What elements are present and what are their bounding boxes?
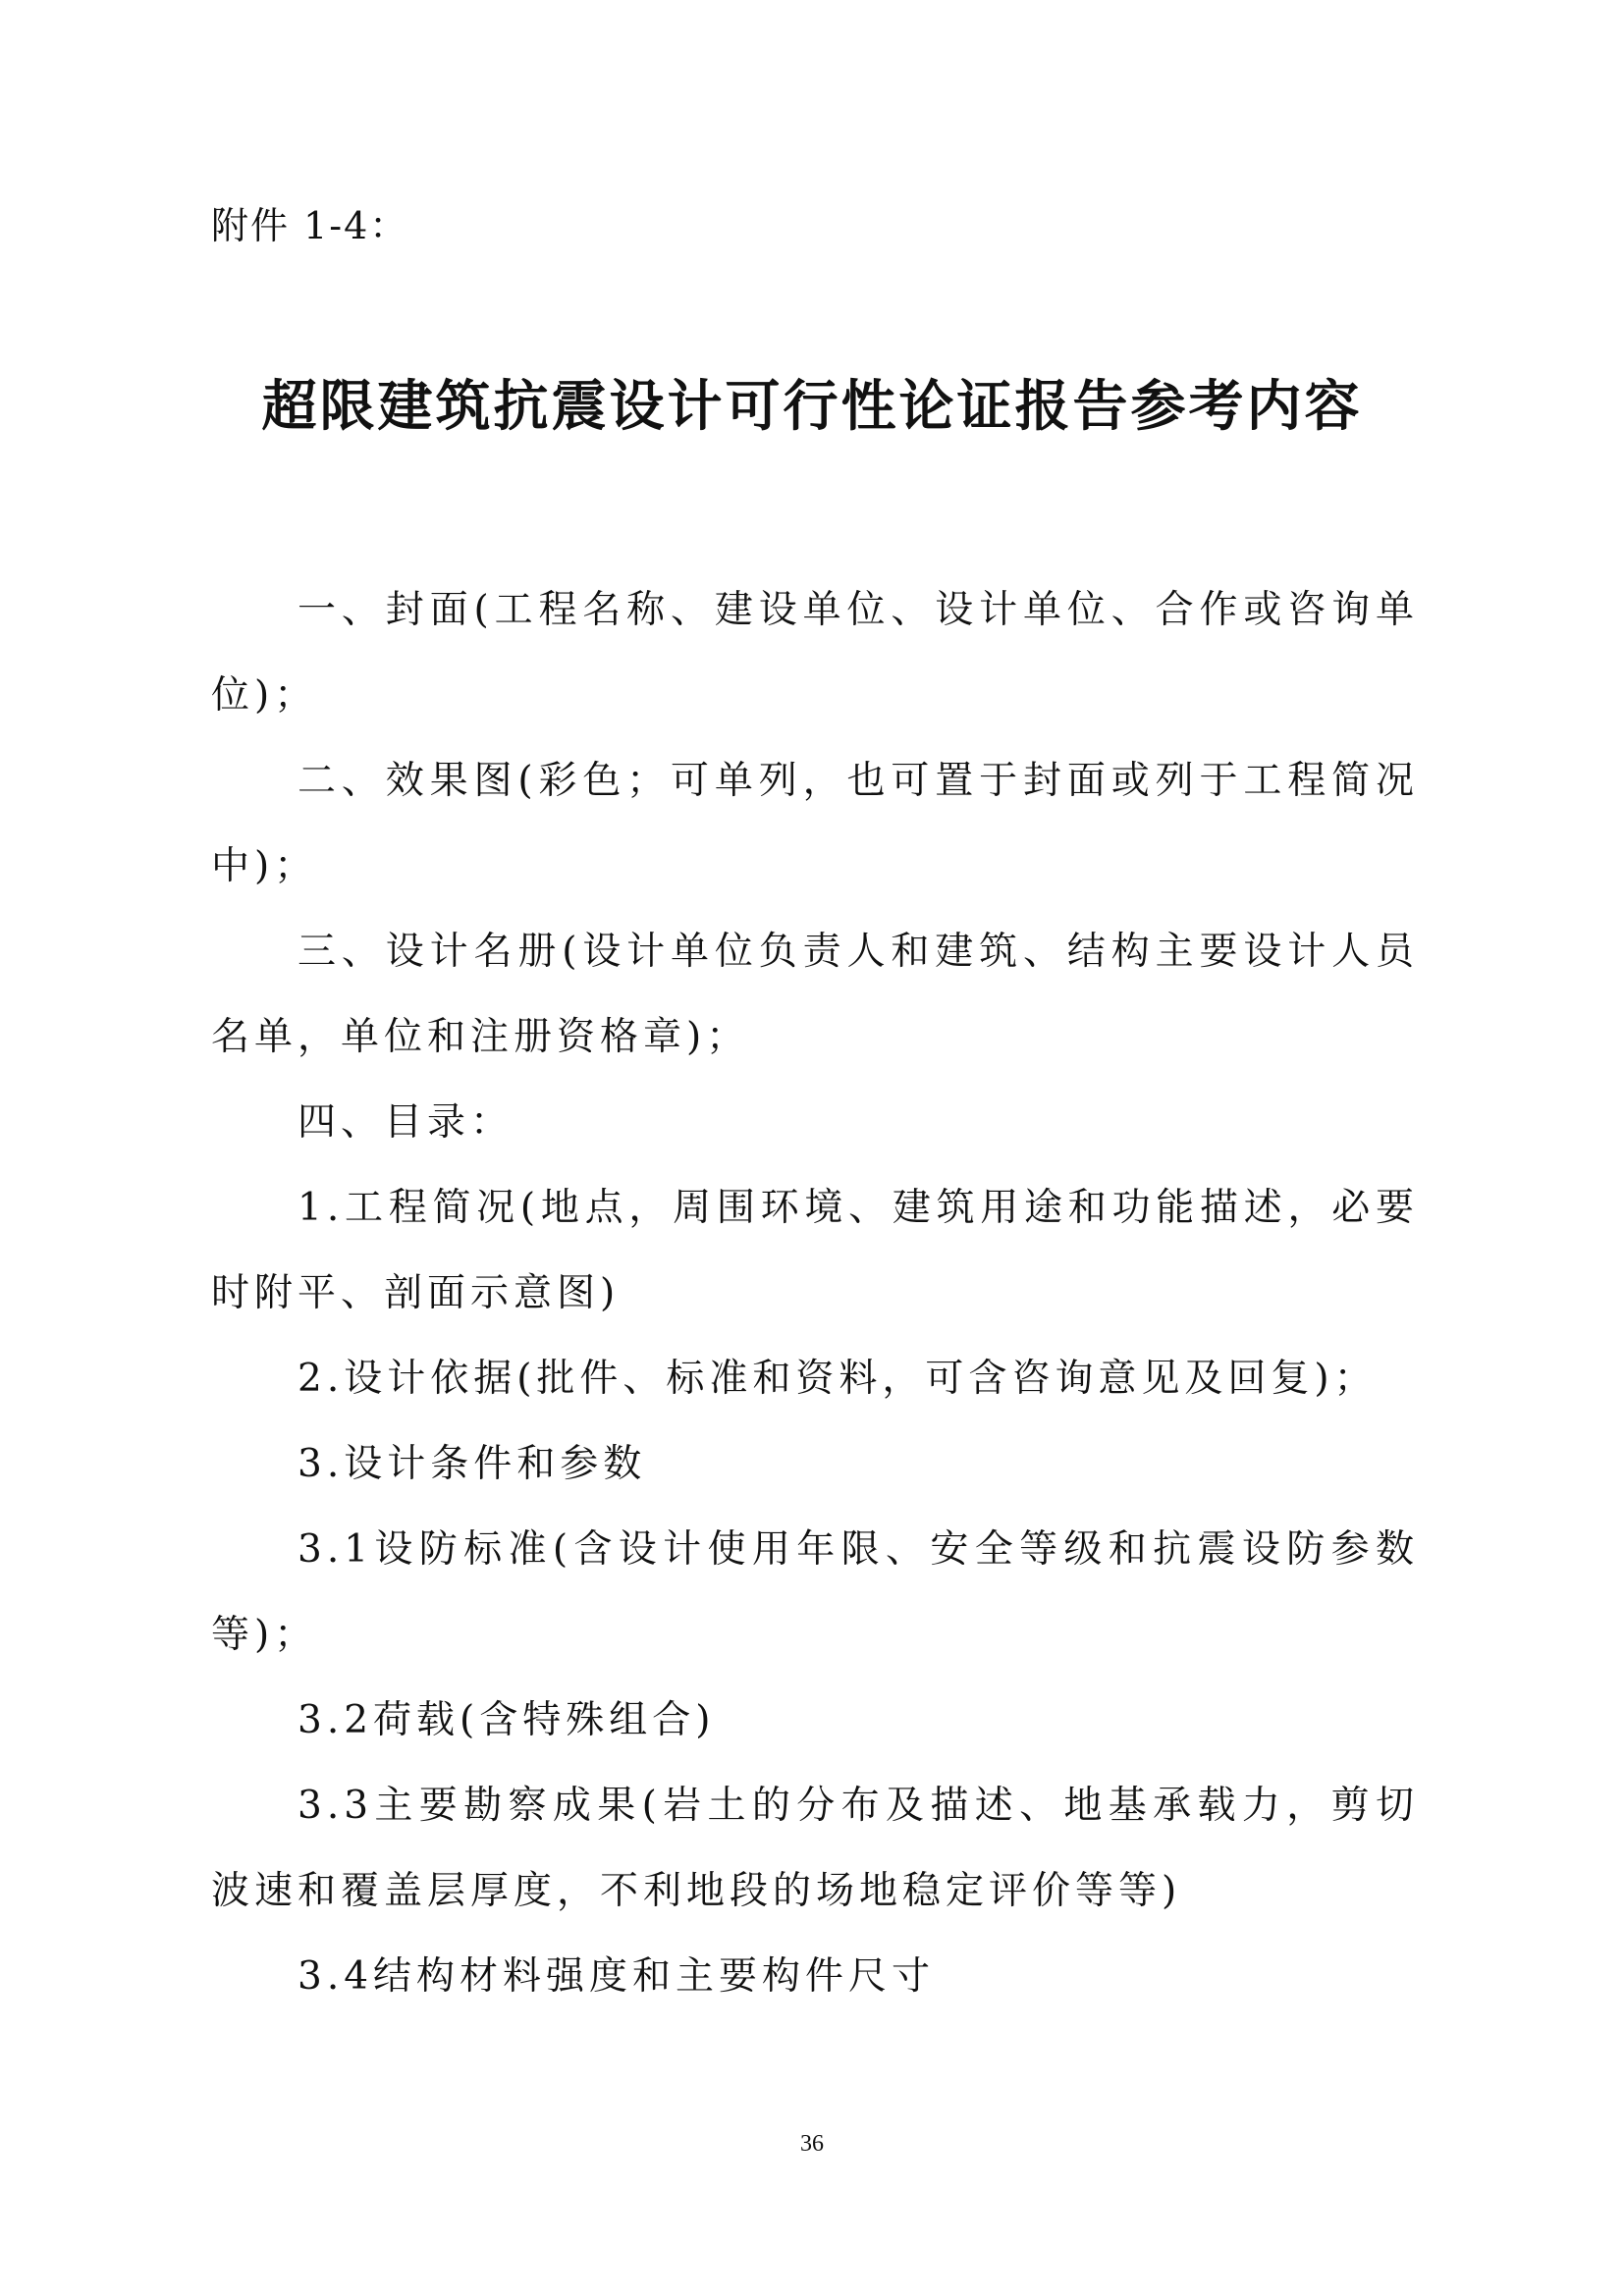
paragraph-rendering: 二、效果图(彩色；可单列，也可置于封面或列于工程简况中)； — [211, 759, 1419, 888]
paragraph-project-overview: 1.工程简况(地点，周围环境、建筑用途和功能描述，必要时附平、剖面示意图) — [211, 1186, 1419, 1315]
paragraph-fortification-standard: 3.1设防标准(含设计使用年限、安全等级和抗震设防参数等)； — [211, 1527, 1419, 1657]
paragraph-design-basis: 2.设计依据(批件、标准和资料，可含咨询意见及回复)； — [298, 1357, 1378, 1401]
attachment-label: 附件 1-4： — [211, 204, 409, 247]
paragraph-design-roster: 三、设计名册(设计单位负责人和建筑、结构主要设计人员名单，单位和注册资格章)； — [211, 930, 1419, 1059]
paragraph-contents-heading: 四、目录： — [298, 1100, 514, 1145]
document-title: 超限建筑抗震设计可行性论证报告参考内容 — [261, 375, 1363, 439]
paragraph-survey-results: 3.3主要勘察成果(岩土的分布及描述、地基承载力，剪切波速和覆盖层厚度，不利地段的场地稳定评价等等) — [211, 1784, 1419, 1913]
paragraph-design-conditions: 3.设计条件和参数 — [298, 1442, 647, 1486]
paragraph-material-strength: 3.4结构材料强度和主要构件尺寸 — [298, 1954, 936, 1999]
document-body — [211, 567, 1419, 2019]
paragraph-loads: 3.2荷载(含特殊组合) — [298, 1698, 716, 1742]
paragraph-cover: 一、封面(工程名称、建设单位、设计单位、合作或咨询单位)； — [211, 588, 1419, 718]
page-number: 36 — [800, 2131, 824, 2157]
